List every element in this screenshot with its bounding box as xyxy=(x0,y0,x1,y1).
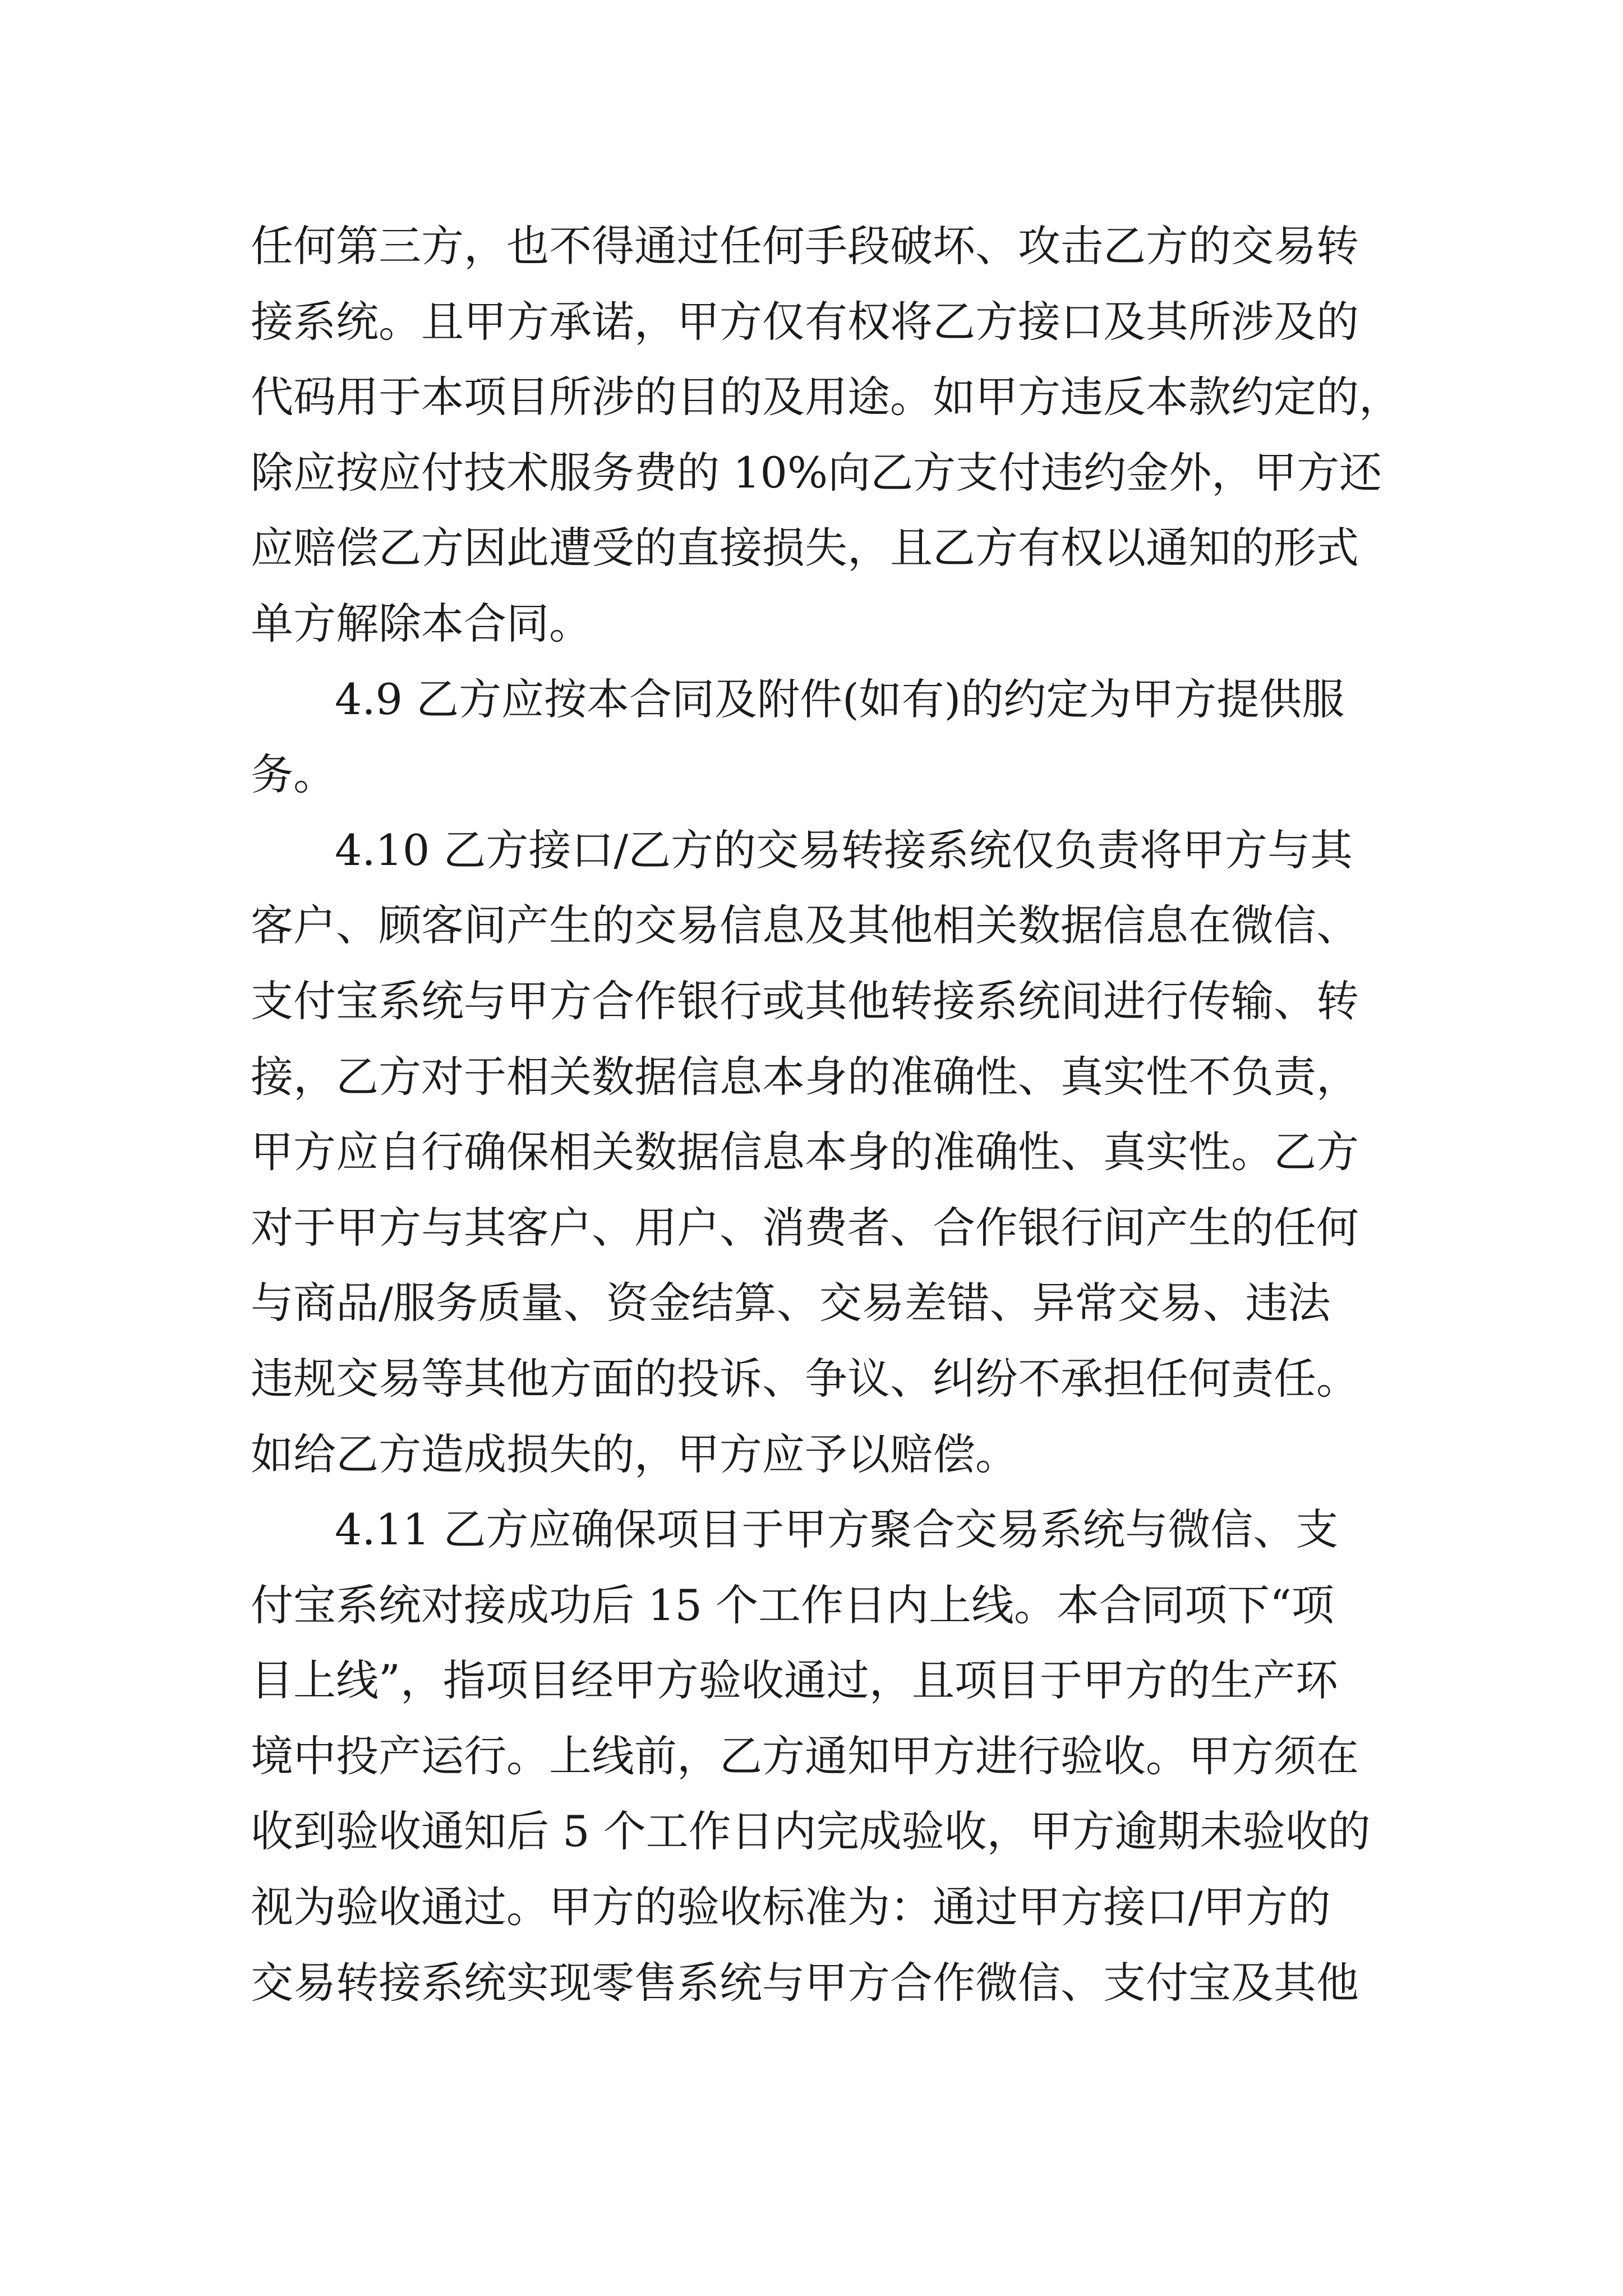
document-body xyxy=(251,209,1428,2021)
text-line: 客户、顾客间产生的交易信息及其他相关数据信息在微信、 xyxy=(251,900,1359,951)
clause-4-9-line: 4.9 乙方应按本合同及附件(如有)的约定为甲方提供服 xyxy=(335,674,1345,724)
text-line: 应赔偿乙方因此遭受的直接损失，且乙方有权以通知的形式 xyxy=(251,523,1359,573)
text-line: 支付宝系统与甲方合作银行或其他转接系统间进行传输、转 xyxy=(251,976,1359,1026)
text-line: 任何第三方，也不得通过任何手段破坏、攻击乙方的交易转 xyxy=(251,221,1359,271)
text-line: 务。 xyxy=(251,749,336,800)
text-line: 违规交易等其他方面的投诉、争议、纠纷不承担任何责任。 xyxy=(251,1353,1359,1404)
text-line: 收到验收通知后 5 个工作日内完成验收，甲方逾期未验收的 xyxy=(251,1806,1371,1857)
clause-4-10-line: 4.10 乙方接口/乙方的交易转接系统仅负责将甲方与其 xyxy=(335,825,1353,875)
text-line: 甲方应自行确保相关数据信息本身的准确性、真实性。乙方 xyxy=(251,1127,1359,1177)
text-line: 对于甲方与其客户、用户、消费者、合作银行间产生的任何 xyxy=(251,1202,1359,1253)
text-line: 付宝系统对接成功后 15 个工作日内上线。本合同项下“项 xyxy=(251,1580,1334,1630)
text-line: 除应按应付技术服务费的 10%向乙方支付违约金外，甲方还 xyxy=(251,447,1382,498)
text-line: 接系统。且甲方承诺，甲方仅有权将乙方接口及其所涉及的 xyxy=(251,296,1359,347)
text-line: 与商品/服务质量、资金结算、交易差错、异常交易、违法 xyxy=(251,1278,1331,1328)
text-line: 如给乙方造成损失的，甲方应予以赔偿。 xyxy=(251,1429,1018,1479)
clause-4-11-line: 4.11 乙方应确保项目于甲方聚合交易系统与微信、支 xyxy=(335,1504,1339,1555)
text-line: 视为验收通过。甲方的验收标准为：通过甲方接口/甲方的 xyxy=(251,1882,1331,1932)
text-line: 接，乙方对于相关数据信息本身的准确性、真实性不负责， xyxy=(251,1051,1359,1102)
text-line: 境中投产运行。上线前，乙方通知甲方进行验收。甲方须在 xyxy=(251,1731,1359,1781)
text-line: 代码用于本项目所涉的目的及用途。如甲方违反本款约定的， xyxy=(251,372,1401,422)
text-line: 单方解除本合同。 xyxy=(251,598,592,648)
text-line: 交易转接系统实现零售系统与甲方合作微信、支付宝及其他 xyxy=(251,1957,1359,2008)
text-line: 目上线”，指项目经甲方验收通过，且项目于甲方的生产环 xyxy=(251,1655,1338,1706)
